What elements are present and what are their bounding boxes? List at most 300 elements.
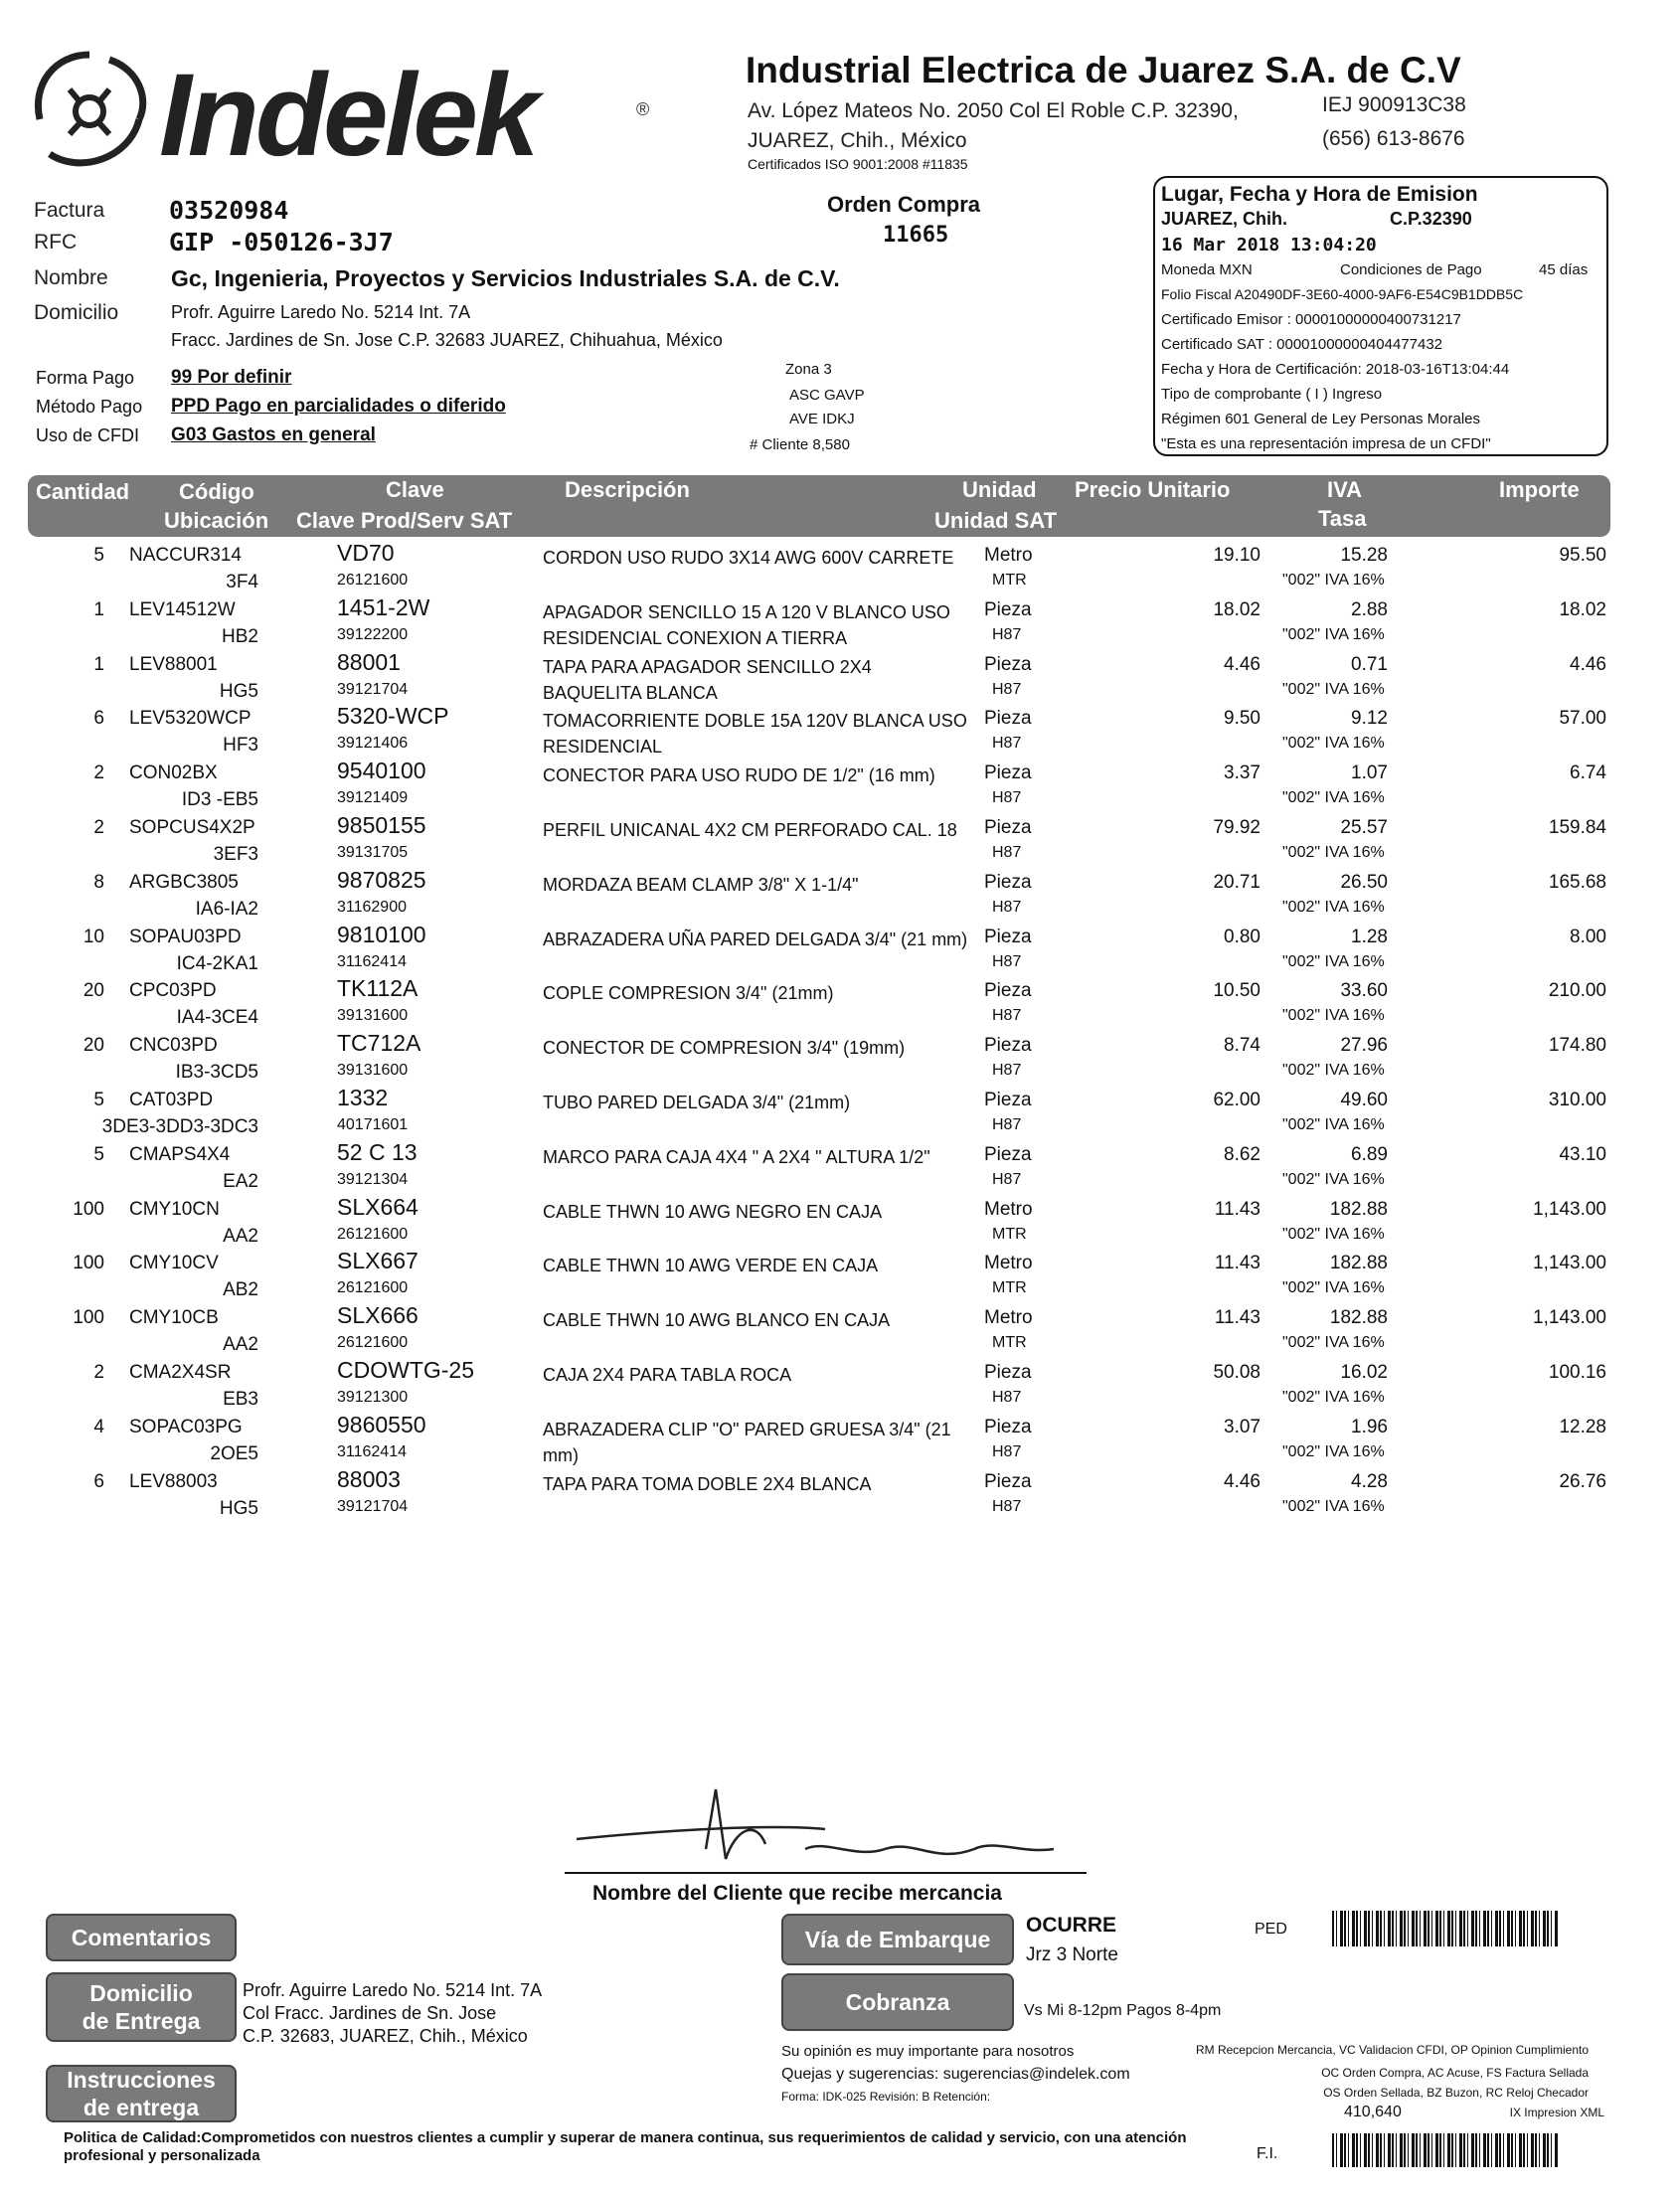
row-unidad: Pieza xyxy=(984,980,1032,1002)
uso-cfdi: G03 Gastos en general xyxy=(171,424,376,445)
row-importe: 43.10 xyxy=(1559,1143,1606,1165)
row-clave-sat: 26121600 xyxy=(337,1225,409,1243)
row-importe: 100.16 xyxy=(1548,1362,1606,1383)
row-clave-sat: 39131600 xyxy=(337,1062,409,1080)
row-cantidad: 4 xyxy=(93,1416,104,1437)
table-row xyxy=(0,921,1680,981)
header-ubicacion: Ubicación xyxy=(164,508,269,533)
table-row xyxy=(0,648,1680,709)
row-unidad: Pieza xyxy=(984,653,1032,675)
row-iva: 9.12 xyxy=(1351,708,1388,730)
emision-nota: "Esta es una representación impresa de un CFDI" xyxy=(1161,435,1491,452)
row-precio: 10.50 xyxy=(1213,980,1260,1002)
row-ubicacion: HF3 xyxy=(223,735,258,757)
via-embarque-pill: Vía de Embarque xyxy=(781,1914,1014,1965)
emision-cp: C.P.32390 xyxy=(1390,209,1472,229)
row-importe: 12.28 xyxy=(1559,1416,1606,1437)
row-ubicacion: AA2 xyxy=(223,1225,258,1247)
row-cantidad: 20 xyxy=(83,1035,104,1057)
row-tasa: "002" IVA 16% xyxy=(1282,735,1385,753)
row-clave-sat: 39121704 xyxy=(337,680,409,698)
row-ubicacion: EB3 xyxy=(223,1389,258,1410)
row-cantidad: 1 xyxy=(93,598,104,620)
table-row xyxy=(0,1465,1680,1526)
row-tasa: "002" IVA 16% xyxy=(1282,1225,1385,1243)
header-descripcion: Descripción xyxy=(565,477,690,502)
table-row xyxy=(0,812,1680,872)
row-unidad: Metro xyxy=(984,1198,1033,1220)
signature-icon xyxy=(557,1770,1113,1879)
row-iva: 0.71 xyxy=(1351,653,1388,675)
row-clave: 9870825 xyxy=(337,866,426,893)
company-certs: Certificados ISO 9001:2008 #11835 xyxy=(748,156,968,172)
row-descripcion: CORDON USO RUDO 3X14 AWG 600V CARRETE xyxy=(543,548,954,568)
table-row xyxy=(0,866,1680,927)
row-unidad: Pieza xyxy=(984,871,1032,893)
row-tasa: "002" IVA 16% xyxy=(1282,952,1385,970)
logo-wordmark: Indelek xyxy=(159,50,536,181)
orden-compra-label: Orden Compra xyxy=(827,192,981,217)
row-descripcion: TUBO PARED DELGADA 3/4" (21mm) xyxy=(543,1093,851,1112)
row-unidad: Pieza xyxy=(984,1416,1032,1437)
row-iva: 27.96 xyxy=(1340,1035,1388,1057)
row-descripcion: APAGADOR SENCILLO 15 A 120 V BLANCO USO RESIDENCIAL CONEXION A TIERRA xyxy=(543,601,950,648)
row-clave-sat: 31162414 xyxy=(337,952,407,970)
row-codigo: SOPCUS4X2P xyxy=(129,817,255,838)
rfc-label: RFC xyxy=(34,231,78,253)
table-row xyxy=(0,703,1680,762)
row-importe: 1,143.00 xyxy=(1533,1307,1606,1329)
row-importe: 165.68 xyxy=(1548,871,1606,893)
via-embarque-value: OCURRE xyxy=(1026,1914,1117,1937)
legend-2: OC Orden Compra, AC Acuse, FS Factura Sellada xyxy=(1321,2066,1589,2080)
row-clave: SLX664 xyxy=(337,1193,419,1220)
row-cantidad: 2 xyxy=(93,1362,104,1383)
forma-text: Forma: IDK-025 Revisión: B Retención: xyxy=(781,2090,991,2104)
row-clave: TK112A xyxy=(337,975,419,1002)
row-ubicacion: IA4-3CE4 xyxy=(176,1007,258,1029)
row-iva: 1.28 xyxy=(1351,926,1388,947)
row-iva: 6.89 xyxy=(1351,1143,1388,1165)
row-ubicacion: AB2 xyxy=(223,1279,258,1301)
emision-regimen: Régimen 601 General de Ley Personas Morales xyxy=(1161,411,1481,427)
items-table-header xyxy=(28,475,1610,537)
emision-condiciones: Condiciones de Pago xyxy=(1340,261,1482,278)
row-clave-sat: 31162900 xyxy=(337,898,407,916)
row-cantidad: 100 xyxy=(73,1307,104,1329)
row-unidad: Metro xyxy=(984,1307,1033,1329)
row-iva: 2.88 xyxy=(1351,598,1388,620)
row-unidad-sat: MTR xyxy=(992,1279,1027,1297)
row-importe: 4.46 xyxy=(1570,653,1606,675)
row-codigo: SOPAU03PD xyxy=(129,926,242,947)
orden-compra-number: 11665 xyxy=(883,223,949,248)
control-number: 410,640 xyxy=(1344,2104,1402,2120)
nombre-label: Nombre xyxy=(34,266,108,289)
signature-label: Nombre del Cliente que recibe mercancia xyxy=(592,1882,1002,1905)
emision-moneda-row xyxy=(1161,257,1600,282)
row-tasa: "002" IVA 16% xyxy=(1282,572,1385,589)
row-iva: 1.96 xyxy=(1351,1416,1388,1437)
row-codigo: SOPAC03PG xyxy=(129,1416,243,1437)
cobranza-pill: Cobranza xyxy=(781,1973,1014,2031)
row-clave-sat: 39131600 xyxy=(337,1007,409,1025)
client-address-1: Profr. Aguirre Laredo No. 5214 Int. 7A xyxy=(171,302,471,322)
row-importe: 57.00 xyxy=(1559,708,1606,730)
header-precio: Precio Unitario xyxy=(1075,477,1231,502)
cobranza-value: Vs Mi 8-12pm Pagos 8-4pm xyxy=(1024,2002,1222,2019)
row-precio: 50.08 xyxy=(1213,1362,1260,1383)
domicilio-entrega-pill: Domicilio de Entrega xyxy=(46,1972,237,2042)
row-unidad: Pieza xyxy=(984,817,1032,838)
row-clave: VD70 xyxy=(337,540,395,566)
row-unidad: Pieza xyxy=(984,926,1032,947)
row-descripcion: CONECTOR DE COMPRESION 3/4" (19mm) xyxy=(543,1038,906,1059)
header-clave-sat: Clave Prod/Serv SAT xyxy=(296,508,513,533)
row-cantidad: 20 xyxy=(83,980,104,1002)
row-codigo: ARGBC3805 xyxy=(129,871,239,893)
row-descripcion: MORDAZA BEAM CLAMP 3/8" X 1-1/4" xyxy=(543,874,859,895)
row-ubicacion: IC4-2KA1 xyxy=(176,952,258,974)
row-precio: 19.10 xyxy=(1213,545,1260,566)
row-codigo: CNC03PD xyxy=(129,1035,218,1057)
row-codigo: CMY10CN xyxy=(129,1198,220,1220)
row-codigo: CMA2X4SR xyxy=(129,1362,232,1383)
row-ubicacion: EA2 xyxy=(223,1170,258,1192)
row-unidad: Metro xyxy=(984,545,1033,566)
row-importe: 310.00 xyxy=(1548,1090,1606,1110)
client-address-2: Fracc. Jardines de Sn. Jose C.P. 32683 JUAREZ, Chihuahua, México xyxy=(171,330,723,350)
header-cantidad: Cantidad xyxy=(36,479,130,504)
row-descripcion: TAPA PARA TOMA DOBLE 2X4 BLANCA xyxy=(543,1473,872,1494)
legend-1: RM Recepcion Mercancia, VC Validacion CFDI, OP Opinion Cumplimiento xyxy=(1195,2043,1589,2057)
row-iva: 182.88 xyxy=(1329,1198,1388,1220)
row-unidad-sat: MTR xyxy=(992,1225,1027,1243)
table-row xyxy=(0,593,1680,654)
row-iva: 1.07 xyxy=(1351,762,1388,784)
row-clave: SLX666 xyxy=(337,1302,419,1329)
row-cantidad: 5 xyxy=(93,1090,104,1110)
row-descripcion: TOMACORRIENTE DOBLE 15A 120V BLANCA USO RESIDENCIAL xyxy=(543,711,967,758)
company-rfc: IEJ 900913C38 xyxy=(1322,93,1466,116)
asc: ASC GAVP xyxy=(789,387,865,404)
ave: AVE IDKJ xyxy=(789,411,855,427)
row-clave-sat: 39121304 xyxy=(337,1170,409,1188)
row-descripcion: CABLE THWN 10 AWG VERDE EN CAJA xyxy=(543,1256,879,1276)
company-phone: (656) 613-8676 xyxy=(1322,127,1465,150)
header-unidad: Unidad xyxy=(962,477,1037,502)
row-importe: 6.74 xyxy=(1570,762,1606,784)
factura-number: 03520984 xyxy=(169,196,289,225)
emision-title: Lugar, Fecha y Hora de Emision xyxy=(1161,183,1478,206)
row-ubicacion: 3EF3 xyxy=(213,844,258,865)
row-unidad: Pieza xyxy=(984,1143,1032,1165)
row-unidad-sat: H87 xyxy=(992,1062,1022,1080)
row-clave: SLX667 xyxy=(337,1248,419,1274)
row-iva: 182.88 xyxy=(1329,1307,1388,1329)
row-tasa: "002" IVA 16% xyxy=(1282,1062,1385,1080)
row-cantidad: 100 xyxy=(73,1253,104,1274)
table-row xyxy=(0,1357,1680,1417)
row-importe: 174.80 xyxy=(1548,1035,1606,1057)
row-unidad-sat: H87 xyxy=(992,1116,1022,1133)
row-precio: 11.43 xyxy=(1214,1253,1260,1274)
emision-lugar: JUAREZ, Chih. xyxy=(1161,209,1288,229)
row-ubicacion: ID3 -EB5 xyxy=(181,789,258,811)
client-rfc: GIP -050126-3J7 xyxy=(169,228,394,256)
row-precio: 0.80 xyxy=(1224,926,1260,947)
row-clave-sat: 39121406 xyxy=(337,735,409,753)
metodo-pago: PPD Pago en parcialidades o diferido xyxy=(171,396,506,417)
row-importe: 1,143.00 xyxy=(1533,1198,1606,1220)
row-tasa: "002" IVA 16% xyxy=(1282,680,1385,698)
row-tasa: "002" IVA 16% xyxy=(1282,1497,1385,1515)
row-codigo: LEV14512W xyxy=(129,598,236,620)
logo-swirl-icon xyxy=(20,40,159,179)
row-descripcion: TAPA PARA APAGADOR SENCILLO 2X4 BAQUELITA BLANCA xyxy=(543,656,872,703)
emision-moneda: Moneda MXN xyxy=(1161,261,1253,278)
table-row xyxy=(0,1085,1680,1144)
row-clave: 5320-WCP xyxy=(337,703,449,730)
row-precio: 62.00 xyxy=(1213,1090,1260,1110)
row-precio: 79.92 xyxy=(1213,817,1260,838)
row-clave-sat: 39131705 xyxy=(337,844,409,861)
zona: Zona 3 xyxy=(785,361,832,378)
row-importe: 159.84 xyxy=(1548,817,1606,838)
table-row xyxy=(0,1030,1680,1090)
row-precio: 4.46 xyxy=(1224,1470,1260,1492)
table-row xyxy=(0,975,1680,1035)
row-ubicacion: 3F4 xyxy=(226,572,258,592)
row-clave-sat: 39122200 xyxy=(337,625,409,643)
row-unidad-sat: H87 xyxy=(992,844,1022,861)
row-tasa: "002" IVA 16% xyxy=(1282,898,1385,916)
emision-fecha: 16 Mar 2018 13:04:20 xyxy=(1161,235,1377,255)
row-ubicacion: IB3-3CD5 xyxy=(175,1062,258,1084)
row-precio: 3.07 xyxy=(1224,1416,1260,1437)
row-unidad: Pieza xyxy=(984,708,1032,730)
header-unidad-sat: Unidad SAT xyxy=(934,508,1058,533)
row-ubicacion: HG5 xyxy=(219,1497,258,1519)
row-tasa: "002" IVA 16% xyxy=(1282,1170,1385,1188)
metodo-pago-label: Método Pago xyxy=(36,397,143,417)
row-cantidad: 6 xyxy=(93,1470,104,1492)
row-unidad-sat: H87 xyxy=(992,1170,1022,1188)
company-address-1: Av. López Mateos No. 2050 Col El Roble C.P. 32390, xyxy=(748,99,1239,122)
row-cantidad: 5 xyxy=(93,1143,104,1165)
row-cantidad: 5 xyxy=(93,545,104,566)
legend-4: IX Impresion XML xyxy=(1509,2106,1604,2119)
header-codigo: Código xyxy=(179,479,254,504)
uso-cfdi-label: Uso de CFDI xyxy=(36,425,140,445)
row-clave: 9810100 xyxy=(337,921,426,947)
domicilio-label: Domicilio xyxy=(34,301,119,324)
table-row xyxy=(0,758,1680,817)
row-unidad: Pieza xyxy=(984,1035,1032,1057)
row-tasa: "002" IVA 16% xyxy=(1282,844,1385,861)
table-row xyxy=(0,1302,1680,1362)
emision-lugar-row xyxy=(1161,207,1600,233)
row-ubicacion: 3DE3-3DD3-3DC3 xyxy=(101,1116,258,1137)
forma-pago: 99 Por definir xyxy=(171,367,292,388)
row-precio: 18.02 xyxy=(1213,598,1260,620)
ped-label: PED xyxy=(1255,1921,1287,1938)
row-ubicacion: AA2 xyxy=(223,1334,258,1356)
row-tasa: "002" IVA 16% xyxy=(1282,1007,1385,1025)
row-clave: 9860550 xyxy=(337,1411,426,1437)
row-unidad-sat: H87 xyxy=(992,1497,1022,1515)
row-unidad-sat: H87 xyxy=(992,680,1022,698)
row-clave-sat: 39121300 xyxy=(337,1389,409,1406)
row-precio: 9.50 xyxy=(1224,708,1260,730)
row-unidad-sat: MTR xyxy=(992,1334,1027,1352)
row-descripcion: ABRAZADERA CLIP "O" PARED GRUESA 3/4" (21 mm) xyxy=(543,1419,951,1465)
row-unidad-sat: H87 xyxy=(992,952,1022,970)
row-descripcion: ABRAZADERA UÑA PARED DELGADA 3/4" (21 mm) xyxy=(543,929,968,949)
row-importe: 210.00 xyxy=(1548,980,1606,1002)
row-codigo: LEV5320WCP xyxy=(129,708,252,730)
client-name: Gc, Ingenieria, Proyectos y Servicios Industriales S.A. de C.V. xyxy=(171,265,840,291)
row-tasa: "002" IVA 16% xyxy=(1282,1116,1385,1133)
row-codigo: LEV88001 xyxy=(129,653,218,675)
header-clave: Clave xyxy=(386,477,444,502)
row-unidad: Metro xyxy=(984,1253,1033,1274)
row-descripcion: PERFIL UNICANAL 4X2 CM PERFORADO CAL. 18 xyxy=(543,820,957,840)
row-cantidad: 6 xyxy=(93,708,104,730)
entrega-line-3: C.P. 32683, JUAREZ, Chih., México xyxy=(243,2026,528,2046)
row-codigo: CPC03PD xyxy=(129,980,217,1002)
row-descripcion: CABLE THWN 10 AWG NEGRO EN CAJA xyxy=(543,1201,883,1222)
instrucciones-pill: Instrucciones de entrega xyxy=(46,2065,237,2122)
row-iva: 49.60 xyxy=(1340,1090,1388,1110)
row-codigo: CMY10CV xyxy=(129,1253,219,1274)
emision-cert-emisor: Certificado Emisor : 00001000000400731217 xyxy=(1161,311,1461,328)
row-iva: 15.28 xyxy=(1340,545,1388,566)
row-iva: 33.60 xyxy=(1340,980,1388,1002)
row-tasa: "002" IVA 16% xyxy=(1282,1389,1385,1406)
row-importe: 8.00 xyxy=(1570,926,1606,947)
row-cantidad: 1 xyxy=(93,653,104,675)
emision-fecha-cert: Fecha y Hora de Certificación: 2018-03-16T13:04:44 xyxy=(1161,361,1510,378)
row-precio: 11.43 xyxy=(1214,1198,1260,1220)
row-precio: 20.71 xyxy=(1213,871,1260,893)
row-unidad-sat: H87 xyxy=(992,735,1022,753)
row-precio: 8.74 xyxy=(1224,1035,1260,1057)
row-unidad: Pieza xyxy=(984,1470,1032,1492)
row-clave: TC712A xyxy=(337,1030,421,1057)
table-row xyxy=(0,1193,1680,1254)
row-clave: CDOWTG-25 xyxy=(337,1357,474,1383)
barcode-fi-icon xyxy=(1332,2133,1559,2167)
row-clave-sat: 26121600 xyxy=(337,572,409,589)
emision-folio: Folio Fiscal A20490DF-3E60-4000-9AF6-E54C9B1DDB5C xyxy=(1161,286,1524,302)
fi-label: F.I. xyxy=(1257,2145,1278,2162)
row-precio: 3.37 xyxy=(1224,762,1260,784)
row-codigo: CAT03PD xyxy=(129,1090,214,1110)
row-importe: 18.02 xyxy=(1559,598,1606,620)
header-tasa: Tasa xyxy=(1318,506,1367,531)
row-clave-sat: 26121600 xyxy=(337,1334,409,1352)
cliente-number: # Cliente 8,580 xyxy=(750,436,850,453)
row-clave: 9540100 xyxy=(337,758,426,784)
row-iva: 25.57 xyxy=(1340,817,1388,838)
row-unidad-sat: MTR xyxy=(992,572,1027,589)
row-tasa: "002" IVA 16% xyxy=(1282,789,1385,807)
row-descripcion: CABLE THWN 10 AWG BLANCO EN CAJA xyxy=(543,1310,891,1331)
table-row xyxy=(0,1138,1680,1199)
row-codigo: CMAPS4X4 xyxy=(129,1143,231,1165)
row-tasa: "002" IVA 16% xyxy=(1282,1279,1385,1297)
row-precio: 8.62 xyxy=(1224,1143,1260,1165)
header-iva: IVA xyxy=(1327,477,1363,502)
row-ubicacion: HB2 xyxy=(222,625,258,647)
emision-box xyxy=(1153,176,1608,456)
row-precio: 4.46 xyxy=(1224,653,1260,675)
row-unidad-sat: H87 xyxy=(992,1007,1022,1025)
emision-cert-sat: Certificado SAT : 00001000000404477432 xyxy=(1161,336,1443,353)
row-tasa: "002" IVA 16% xyxy=(1282,1442,1385,1460)
row-descripcion: COPLE COMPRESION 3/4" (21mm) xyxy=(543,983,834,1004)
row-iva: 16.02 xyxy=(1340,1362,1388,1383)
company-address-2: JUAREZ, Chih., México xyxy=(748,129,967,152)
row-clave: 88003 xyxy=(337,1465,401,1492)
row-unidad-sat: H87 xyxy=(992,898,1022,916)
header-importe: Importe xyxy=(1499,477,1580,502)
row-unidad-sat: H87 xyxy=(992,789,1022,807)
legend-3: OS Orden Sellada, BZ Buzon, RC Reloj Checador xyxy=(1323,2086,1589,2100)
row-tasa: "002" IVA 16% xyxy=(1282,1334,1385,1352)
row-clave: 9850155 xyxy=(337,812,426,838)
row-cantidad: 100 xyxy=(73,1198,104,1220)
row-iva: 26.50 xyxy=(1340,871,1388,893)
row-cantidad: 2 xyxy=(93,762,104,784)
entrega-line-2: Col Fracc. Jardines de Sn. Jose xyxy=(243,2003,497,2023)
via-embarque-value-2: Jrz 3 Norte xyxy=(1026,1944,1118,1965)
politica-calidad: Politica de Calidad:Comprometidos con nuestros clientes a cumplir y superar de manera continua, sus requerimientos de calidad y servicio, con una atención profesional y personalizada xyxy=(64,2129,1187,2164)
row-clave-sat: 40171601 xyxy=(337,1116,409,1133)
registered-mark: ® xyxy=(636,99,650,119)
row-tasa: "002" IVA 16% xyxy=(1282,625,1385,643)
quejas-text: Quejas y sugerencias: sugerencias@indelek.com xyxy=(781,2066,1130,2083)
row-unidad: Pieza xyxy=(984,1362,1032,1383)
row-importe: 95.50 xyxy=(1559,545,1606,566)
row-unidad: Pieza xyxy=(984,598,1032,620)
row-clave-sat: 39121704 xyxy=(337,1497,409,1515)
row-iva: 4.28 xyxy=(1351,1470,1388,1492)
row-clave: 1332 xyxy=(337,1085,389,1110)
row-unidad-sat: H87 xyxy=(992,1389,1022,1406)
comentarios-pill: Comentarios xyxy=(46,1914,237,1961)
signature-line xyxy=(565,1872,1087,1874)
row-cantidad: 2 xyxy=(93,817,104,838)
row-descripcion: MARCO PARA CAJA 4X4 " A 2X4 " ALTURA 1/2" xyxy=(543,1146,930,1167)
items-table-body xyxy=(0,540,1680,1539)
row-unidad-sat: H87 xyxy=(992,1442,1022,1460)
row-codigo: CMY10CB xyxy=(129,1307,219,1329)
company-name: Industrial Electrica de Juarez S.A. de C.V xyxy=(746,50,1461,90)
row-clave: 52 C 13 xyxy=(337,1138,418,1165)
row-descripcion: CONECTOR PARA USO RUDO DE 1/2" (16 mm) xyxy=(543,765,935,786)
row-precio: 11.43 xyxy=(1214,1307,1260,1329)
row-unidad: Pieza xyxy=(984,762,1032,784)
row-ubicacion: 2OE5 xyxy=(210,1442,258,1464)
row-cantidad: 8 xyxy=(93,871,104,893)
opinion-text: Su opinión es muy importante para nosotros xyxy=(781,2043,1075,2060)
row-clave: 1451-2W xyxy=(337,593,430,620)
row-clave-sat: 26121600 xyxy=(337,1279,409,1297)
company-logo xyxy=(20,40,656,179)
barcode-ped-icon xyxy=(1332,1911,1559,1946)
